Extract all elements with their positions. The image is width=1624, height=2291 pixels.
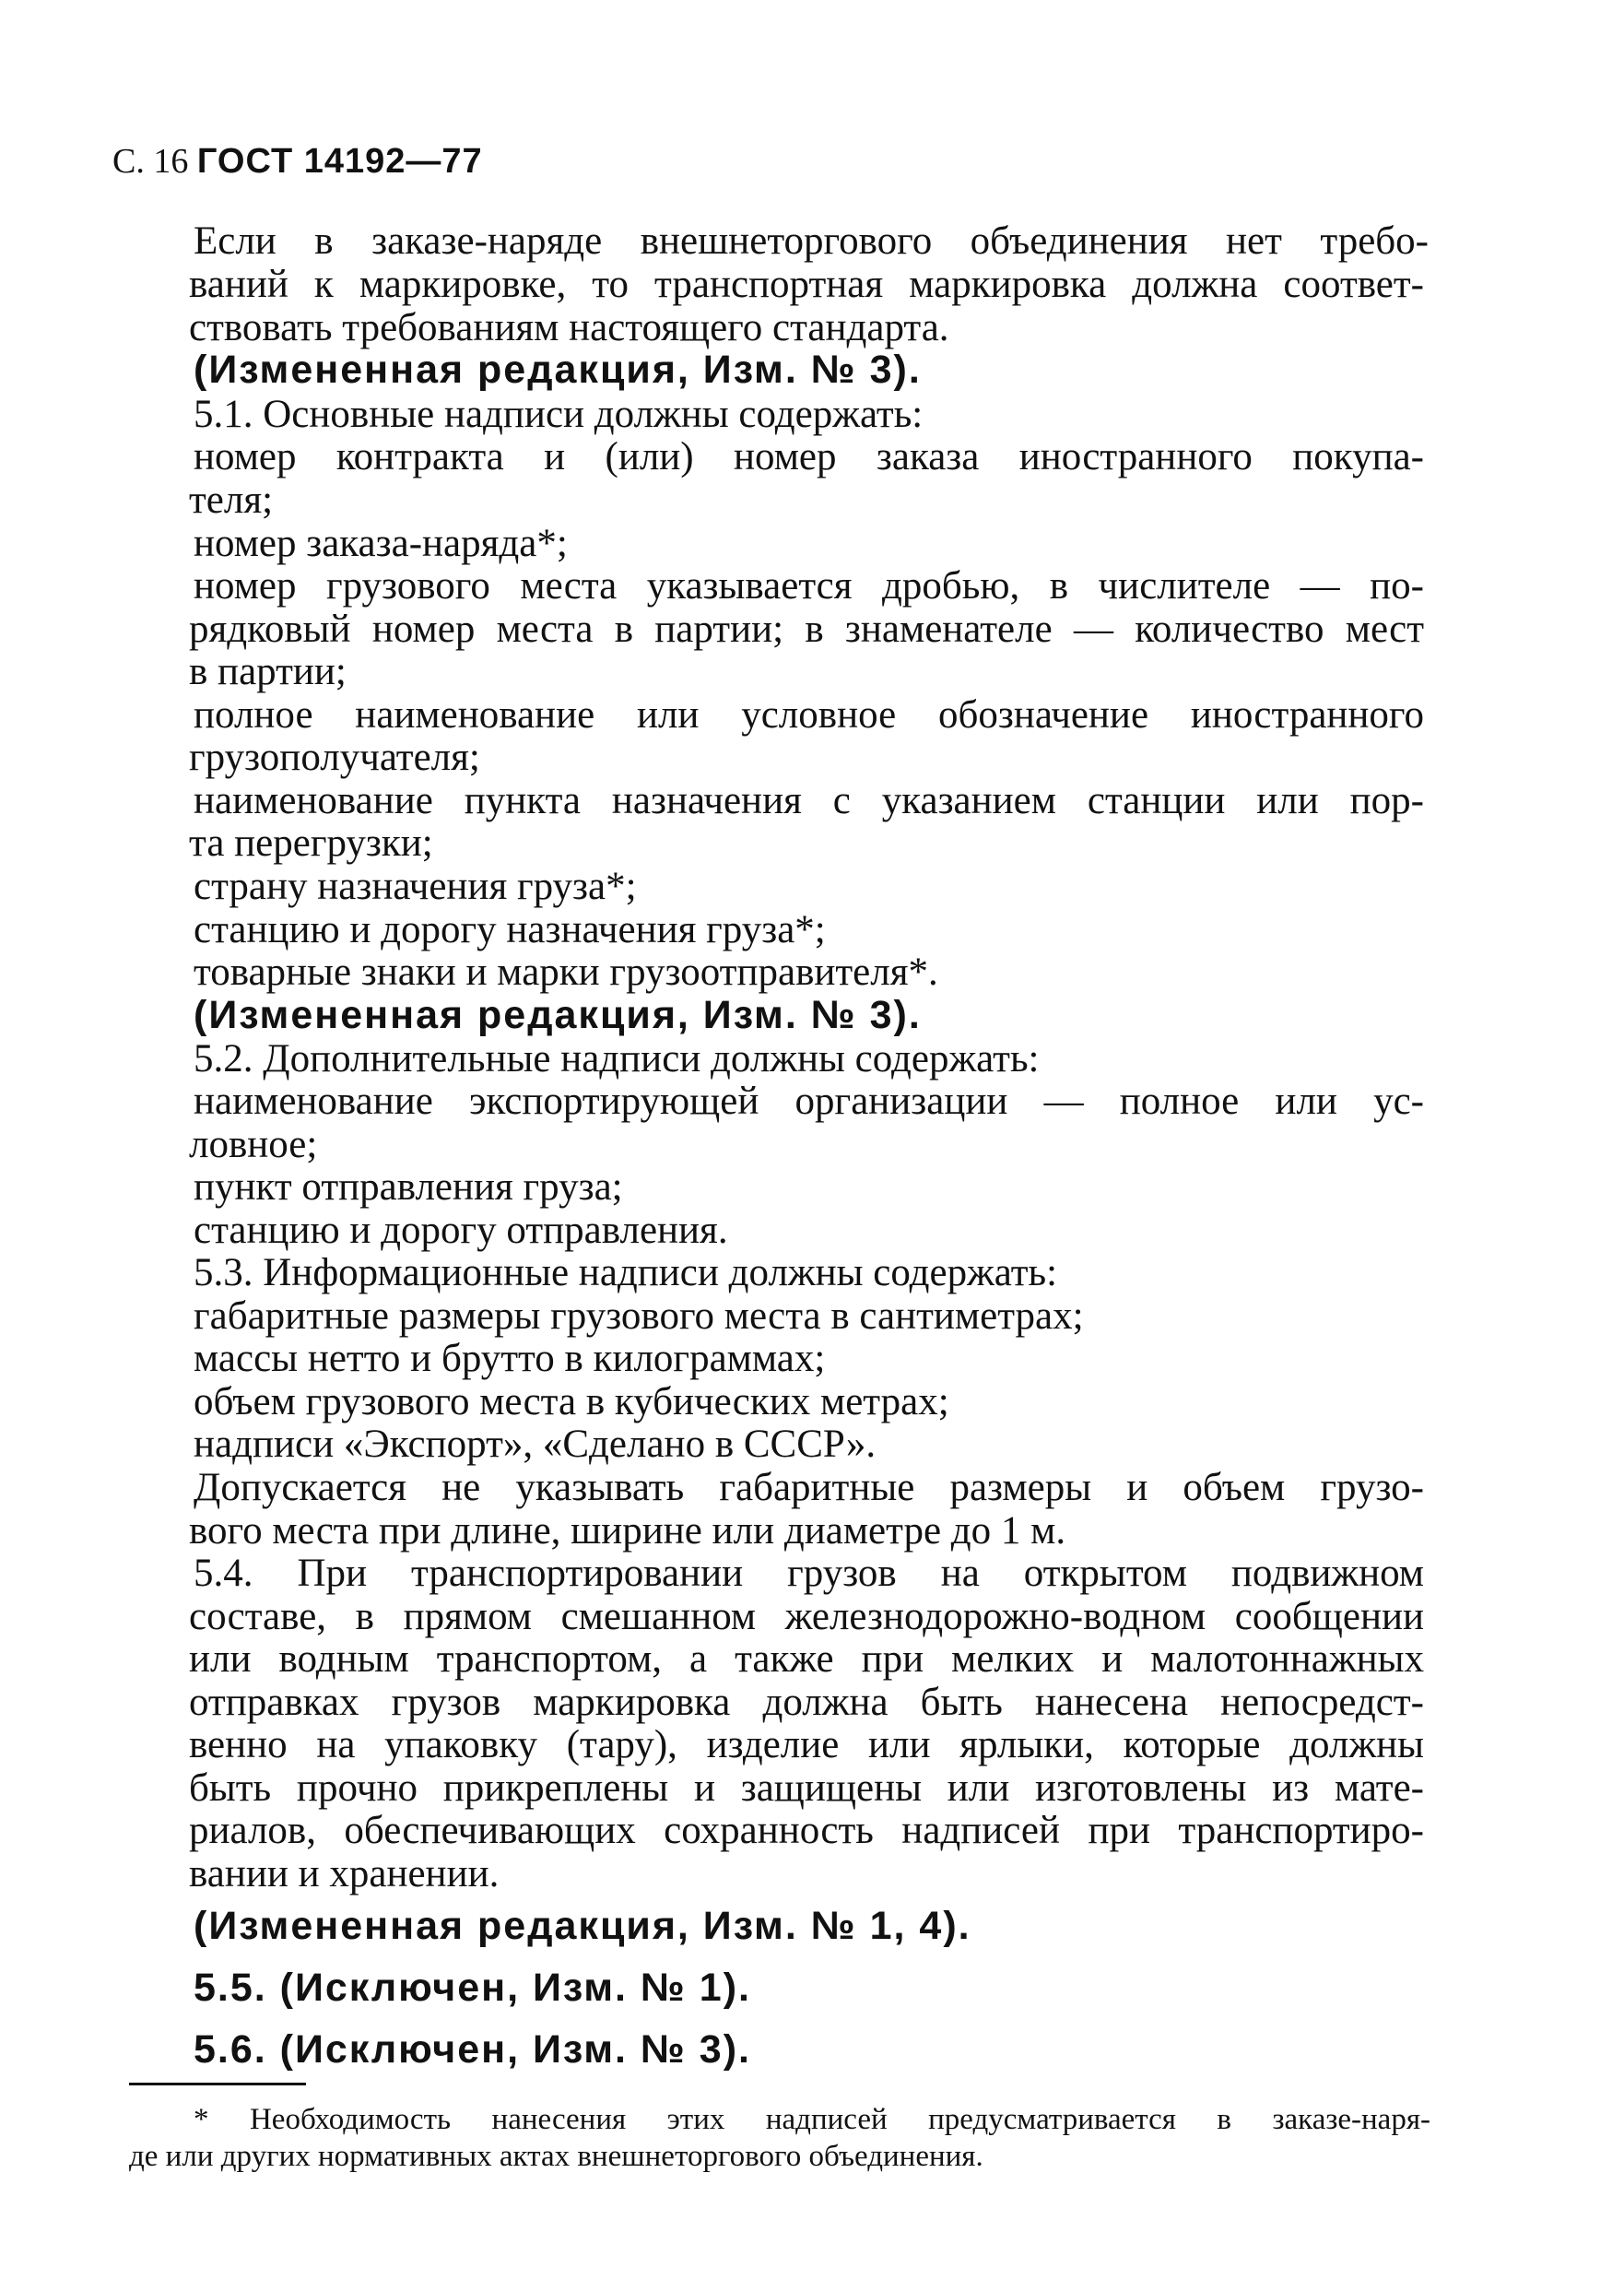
amendment-note: (Измененная редакция, Изм. № 3). — [194, 348, 922, 392]
paragraph-line: ваний к маркировке, то транспортная маркировка должна соответ- — [189, 263, 1424, 306]
paragraph-line: Допускается не указывать габаритные размеры и объем грузо- — [194, 1466, 1424, 1509]
list-item-line: массы нетто и брутто в килограммах; — [194, 1337, 826, 1380]
footnote-line: * Необходимость нанесения этих надписей предусматривается в заказе-наря- — [194, 2103, 1430, 2136]
section-heading: 5.3. Информационные надписи должны содержать: — [194, 1251, 1058, 1294]
list-item-line: номер грузового места указывается дробью, в числителе — по- — [194, 564, 1424, 608]
footnote-separator — [129, 2083, 306, 2085]
excluded-section-note: 5.5. (Исключен, Изм. № 1). — [194, 1966, 751, 2010]
footnote-line: де или других нормативных актах внешнеторгового объединения. — [129, 2140, 983, 2173]
list-item-line: станцию и дорогу назначения груза*; — [194, 908, 826, 951]
excluded-section-note: 5.6. (Исключен, Изм. № 3). — [194, 2027, 751, 2072]
standard-title: ГОСТ 14192—77 — [196, 142, 483, 181]
list-item-line: в партии; — [189, 650, 347, 693]
paragraph-line: венно на упаковку (тару), изделие или ярлыки, которые должны — [189, 1723, 1424, 1766]
list-item-line: ловное; — [189, 1123, 318, 1166]
list-item-line: габаритные размеры грузового места в сантиметрах; — [194, 1294, 1084, 1338]
paragraph-line: или водным транспортом, а также при мелких и малотоннажных — [189, 1637, 1424, 1681]
section-heading: 5.1. Основные надписи должны содержать: — [194, 393, 924, 436]
list-item-line: станцию и дорогу отправления. — [194, 1209, 728, 1252]
list-item-line: грузополучателя; — [189, 736, 480, 779]
paragraph-line: ствовать требованиям настоящего стандарта. — [189, 306, 949, 349]
amendment-note: (Измененная редакция, Изм. № 1, 4). — [194, 1904, 971, 1948]
list-item-line: номер контракта и (или) номер заказа иностранного покупа- — [194, 435, 1424, 478]
list-item-line: страну назначения груза*; — [194, 865, 637, 908]
paragraph-line: вого места при длине, ширине или диаметре до 1 м. — [189, 1509, 1066, 1553]
list-item-line: товарные знаки и марки грузоотправителя*. — [194, 951, 938, 994]
list-item-line: наименование пункта назначения с указанием станции или пор- — [194, 779, 1424, 822]
list-item-line: та перегрузки; — [189, 821, 433, 865]
list-item-line: теля; — [189, 478, 274, 522]
running-header — [112, 141, 483, 182]
amendment-note: (Измененная редакция, Изм. № 3). — [194, 993, 922, 1037]
paragraph-line: отправках грузов маркировка должна быть нанесена непосредст- — [189, 1681, 1424, 1724]
section-heading: 5.2. Дополнительные надписи должны содержать: — [194, 1037, 1040, 1081]
paragraph-line: составе, в прямом смешанном железнодорожно-водном сообщении — [189, 1595, 1424, 1638]
page-number: С. 16 — [112, 142, 189, 181]
list-item-line: рядковый номер места в партии; в знаменателе — количество мест — [189, 608, 1424, 651]
list-item-line: пункт отправления груза; — [194, 1165, 623, 1209]
paragraph-line: быть прочно прикреплены и защищены или изготовлены из мате- — [189, 1766, 1424, 1810]
list-item-line: полное наименование или условное обозначение иностранного — [194, 693, 1424, 737]
paragraph-line: риалов, обеспечивающих сохранность надписей при транспортиро- — [189, 1809, 1424, 1852]
list-item-line: наименование экспортирующей организации — полное или ус- — [194, 1080, 1424, 1123]
list-item-line: номер заказа-наряда*; — [194, 522, 568, 565]
paragraph-line: Если в заказе-наряде внешнеторгового объединения нет требо- — [194, 219, 1429, 263]
list-item-line: надписи «Экспорт», «Сделано в СССР». — [194, 1423, 877, 1466]
list-item-line: объем грузового места в кубических метрах; — [194, 1380, 949, 1423]
paragraph-line: вании и хранении. — [189, 1852, 500, 1895]
paragraph-line: 5.4. При транспортировании грузов на открытом подвижном — [194, 1552, 1424, 1595]
